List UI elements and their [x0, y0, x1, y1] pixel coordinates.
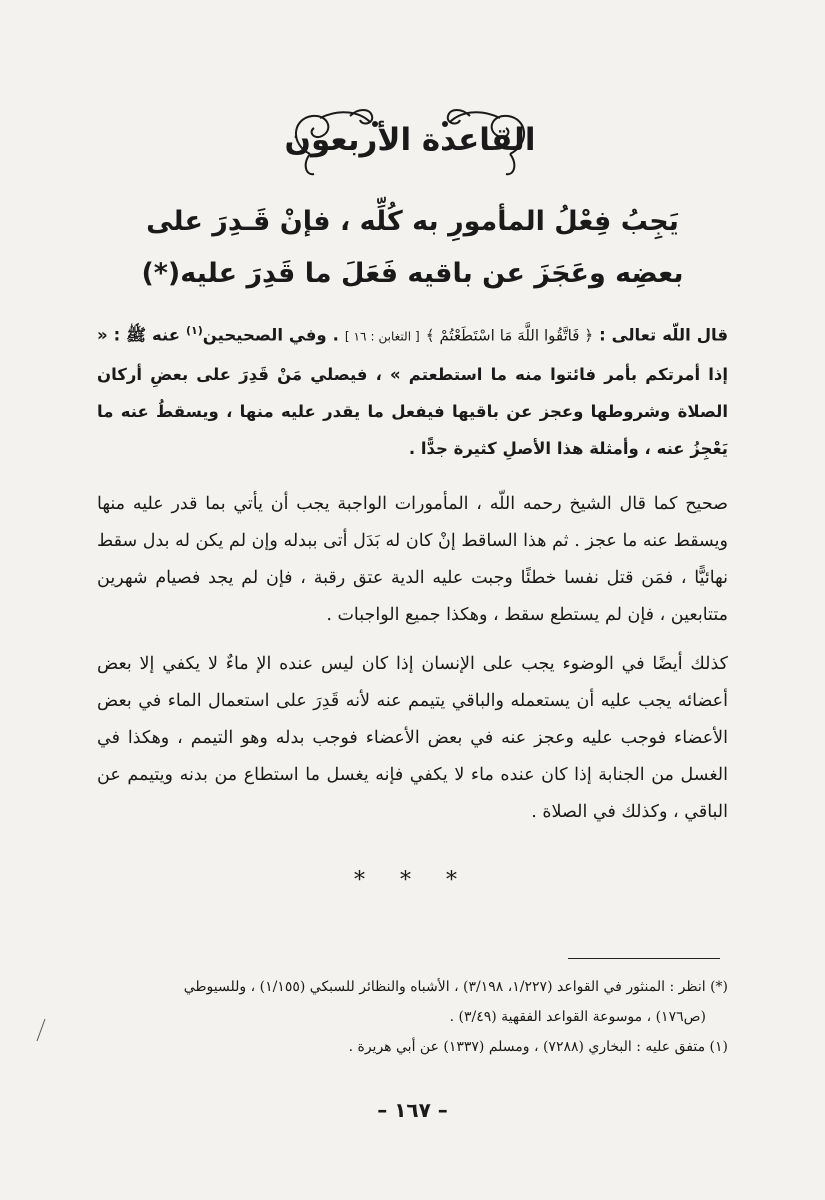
- section-separator: * * *: [354, 868, 471, 893]
- hadith-text: عنه ﷺ : « إذا أمرتكم بأمر فائتوا منه ما استطعتم » ، فيصلي مَنْ قَدِرَ على بعضِ أركان الصلاة وشروطها وعجز عن باقيها فيفعل ما يقدر عليه منها ، ويسقطُ عنه ما يَعْجِزُ عنه ، وأمثلة هذا الأصلِ كثيرة جدًّا .: [97, 325, 728, 458]
- sahihayn-text: . وفي الصحيحين: [202, 325, 339, 345]
- rule-line-1: يَجِبُ فِعْلُ المأمورِ به كُلِّه ، فإنْ قَـدِرَ على: [146, 206, 679, 237]
- quote-intro: قال اللّه تعالى :: [599, 325, 729, 345]
- chapter-title: القاعدة الأربعون: [284, 122, 536, 158]
- quran-verse: ﴿ فَاتَّقُوا اللَّهَ مَا اسْتَطَعْتُمْ ﴾: [425, 326, 594, 345]
- footnote-1: (١) متفق عليه : البخاري (٧٢٨٨) ، ومسلم (١٣٣٧) عن أبي هريرة .: [348, 1039, 728, 1055]
- margin-scratch-mark: [36, 1018, 46, 1042]
- verse-reference: [ التغابن : ١٦ ]: [344, 329, 420, 344]
- rule-line-2: بعضِه وعَجَزَ عن باقيه فَعَلَ ما قَدِرَ عليه(*): [141, 258, 684, 289]
- footnote-star-line-1: (*) انظر : المنثور في القواعد (١/٢٢٧، ٣/١٩٨) ، الأشباه والنظائر للسبكي (١/١٥٥) ، وللسيوطي: [183, 979, 728, 995]
- footnotes: [97, 972, 728, 1062]
- footnote-marker-1: (١): [185, 324, 203, 337]
- chapter-heading-block: [250, 104, 570, 184]
- paragraph-quote: [97, 312, 728, 467]
- footnote-divider: [568, 958, 720, 959]
- paragraph-commentary-2: كذلك أيضًا في الوضوء يجب على الإنسان إذا كان ليس عنده الإ ماءٌ لا يكفي إلا بعض أعضائه يجب عليه أن يستعمله والباقي يتيمم عنه لأنه قَدِرَ على استعمال الماء في بعض الأعضاء فوجب عليه وعجز عنه في بعض الأعضاء فوجب بدله وهو التيمم ، وهكذا في الغسل من الجنابة إذا كان عنده ماء لا يكفي فإنه يغسل ما استطاع من بدنه ويتيمم عن الباقي ، وكذلك في الصلاة .: [97, 654, 728, 822]
- footnote-star-line-2: (ص١٧٦) ، موسوعة القواعد الفقهية (٣/٤٩) .: [449, 1009, 706, 1025]
- paragraph-commentary-1: صحيح كما قال الشيخ رحمه اللّه ، المأمورات الواجبة يجب أن يأتي بما قدر عليه منها ويسقط عنه ما عجز . ثم هذا الساقط إنْ كان له بَدَل أتى ببدله وإن لم يكن له بدل سقط نهائيًّا ، فمَن قتل نفسا خطئًا وجبت عليه الدية عتق رقبة ، فإن لم يجد فصيام شهرين متتابعين ، فإن لم يستطع سقط ، وهكذا جميع الواجبات .: [97, 494, 728, 625]
- page-number: – ١٦٧ –: [377, 1098, 448, 1122]
- rule-statement: [110, 196, 715, 300]
